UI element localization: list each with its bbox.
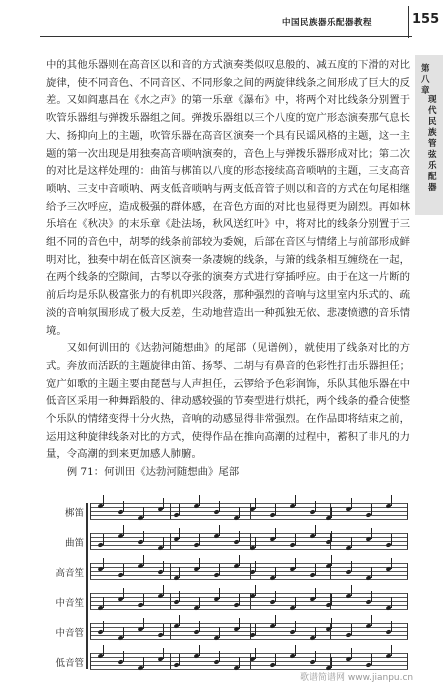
note-stem (163, 561, 164, 572)
staff (90, 533, 408, 551)
note-stem (275, 528, 276, 539)
note-stem (239, 507, 240, 518)
note-stem (315, 627, 316, 638)
staff-line (90, 575, 408, 576)
note-stem (351, 537, 352, 548)
note-stem (199, 621, 200, 632)
note-stem (331, 531, 332, 542)
note-stem (219, 525, 220, 536)
header-rule (40, 36, 412, 37)
note-stem (295, 597, 296, 608)
note-stem (255, 624, 256, 635)
note-stem (123, 627, 124, 638)
note-stem (123, 651, 124, 662)
note-stem (103, 534, 104, 545)
note-stem (103, 645, 104, 656)
note-stem (275, 504, 276, 515)
bar-line (170, 563, 171, 579)
note-stem (163, 648, 164, 659)
note-stem (199, 645, 200, 656)
instrument-label: 梆笛 (64, 508, 84, 519)
bar-line (170, 593, 171, 609)
system-brace (86, 503, 88, 669)
staff (90, 503, 408, 521)
header-divider (408, 6, 409, 38)
note-stem (315, 651, 316, 662)
bar-line (407, 533, 408, 549)
note-stem (295, 645, 296, 656)
note-stem (331, 657, 332, 668)
note-stem (199, 597, 200, 608)
note-stem (295, 534, 296, 545)
bar-line (90, 503, 91, 519)
chapter-label: 第八章 (421, 64, 430, 96)
note-stem (331, 594, 332, 605)
note-stem (295, 495, 296, 506)
staff (90, 593, 408, 611)
note-stem (179, 654, 180, 665)
note-stem (295, 558, 296, 569)
note-stem (143, 618, 144, 629)
staff-line (90, 511, 408, 512)
bar-line (90, 533, 91, 549)
bar-line (170, 653, 171, 669)
note-stem (143, 657, 144, 668)
note-stem (163, 537, 164, 548)
staff-line (90, 515, 408, 516)
note-stem (351, 498, 352, 509)
bar-line (407, 563, 408, 579)
staff-line (90, 579, 408, 580)
staff-line (90, 503, 408, 504)
note-stem (255, 648, 256, 659)
staff-line (90, 623, 408, 624)
note-stem (103, 621, 104, 632)
staff-line (90, 593, 408, 594)
note-stem (331, 555, 332, 566)
note-stem (239, 594, 240, 605)
note-stem (199, 495, 200, 506)
note-stem (199, 558, 200, 569)
staff-line (90, 545, 408, 546)
staff (90, 653, 408, 671)
paragraph-1: 中的其他乐器则在高音区以和音的方式演奏类似叹息般的、减五度的下滑的对比旋律，使不同音色、不同音区、不同形象之间的两旋律线条之间形成了巨大的反差。又如阎惠昌在《水之声》的第一乐章《瀑布》中，将两个对比线条分别置于吹管乐器组与弹拨乐器组之间。弹拨乐器组以三个八度的宽广形态演奏那气息长大、扬抑向上的主题，吹管乐器在高音区演奏一个具有民谣风格的主题，这一主题的第一次出现是用独奏高音唢呐演奏的，音色上与弹拨乐器形成对比；第二次的对比是这样处理的：曲笛与梆笛以八度的形态接续高音唢呐的主题，三支高音唢呐、三支中音唢呐、两支低音唢呐与两支低音管子则以和音的方式在句尾相继给予三次呼应，造成极强的群体感，在音色方面的对比也显得更为剧烈。再如林乐培在《秋决》的末乐章《赴法场，秋风送红叶》中，将对比的线条分别置于三组不同的音色中，胡琴的线条前部较为委婉，后部在音区与情绪上与前部形成鲜明对比，独奏中胡在低音区演奏一条凄婉的线条，与箫的线条相互缠绕在一起，在两个线条的空隙间，古琴以夺张的演奏方式进行穿插呼应。由于在这一片断的前后均是乐队极富张力的有机即兴段落，那种强烈的音响与这里室内乐式的、疏淡的音响氛围形成了极大反差，生动地营造出一种孤独无依、悲凄愤懑的音乐情境。 (46, 59, 410, 337)
note-stem (163, 585, 164, 596)
note-stem (391, 621, 392, 632)
note-stem (351, 561, 352, 572)
staff-line (90, 549, 408, 550)
page-number: 155 (412, 12, 440, 27)
staff-line (90, 639, 408, 640)
note-stem (331, 507, 332, 518)
note-stem (331, 618, 332, 629)
note-stem (219, 651, 220, 662)
note-stem (219, 588, 220, 599)
note-stem (255, 561, 256, 572)
note-stem (103, 558, 104, 569)
watermark: 歌谱简谱网 www.jianpu.cn (300, 673, 414, 683)
example-caption: 例 71：何训田《达勃河随想曲》尾部 (66, 466, 240, 479)
note-stem (351, 624, 352, 635)
note-stem (219, 501, 220, 512)
staff-line (90, 597, 408, 598)
note-stem (123, 525, 124, 536)
staff-line (90, 533, 408, 534)
note-stem (255, 498, 256, 509)
bar-line (407, 503, 408, 519)
note-stem (275, 654, 276, 665)
note-stem (219, 627, 220, 638)
instrument-label: 高音笙 (55, 568, 84, 579)
music-score (46, 495, 410, 680)
note-stem (391, 645, 392, 656)
note-stem (371, 615, 372, 626)
note-stem (143, 555, 144, 566)
note-stem (315, 588, 316, 599)
note-stem (295, 621, 296, 632)
staff (90, 563, 408, 581)
note-stem (123, 501, 124, 512)
bar-line (90, 653, 91, 669)
staff-line (90, 661, 408, 662)
note-stem (143, 507, 144, 518)
note-stem (275, 567, 276, 578)
note-stem (315, 501, 316, 512)
note-stem (391, 597, 392, 608)
note-stem (351, 648, 352, 659)
bar-line (90, 593, 91, 609)
note-stem (199, 534, 200, 545)
note-stem (163, 624, 164, 635)
staff-line (90, 601, 408, 602)
note-stem (239, 555, 240, 566)
note-stem (275, 591, 276, 602)
note-stem (219, 564, 220, 575)
note-stem (255, 585, 256, 596)
note-stem (351, 585, 352, 596)
note-stem (123, 588, 124, 599)
bar-line (90, 623, 91, 639)
note-stem (103, 597, 104, 608)
bar-line (170, 503, 171, 519)
note-stem (391, 495, 392, 506)
instrument-label: 中音管 (55, 628, 84, 639)
note-stem (179, 615, 180, 626)
bar-line (407, 593, 408, 609)
instrument-label: 中音笙 (55, 598, 84, 609)
bar-line (407, 653, 408, 669)
note-stem (371, 504, 372, 515)
note-stem (391, 534, 392, 545)
bar-line (170, 623, 171, 639)
staff-line (90, 653, 408, 654)
chapter-title: 现代民族管弦乐配器 (428, 95, 437, 193)
note-stem (371, 591, 372, 602)
staff-line (90, 563, 408, 564)
bar-line (407, 623, 408, 639)
note-stem (371, 654, 372, 665)
note-stem (239, 657, 240, 668)
staff-line (90, 609, 408, 610)
note-stem (391, 558, 392, 569)
note-stem (143, 531, 144, 542)
note-stem (143, 594, 144, 605)
bar-line (90, 563, 91, 579)
staff-line (90, 537, 408, 538)
staff (90, 623, 408, 641)
note-stem (371, 528, 372, 539)
staff-line (90, 631, 408, 632)
note-stem (239, 618, 240, 629)
book-title: 中国民族器乐配器教程 (282, 18, 373, 28)
page-header (0, 0, 444, 42)
bar-line (170, 533, 171, 549)
note-stem (179, 504, 180, 515)
note-stem (123, 564, 124, 575)
body-text (46, 57, 410, 482)
staff-line (90, 665, 408, 666)
note-stem (275, 615, 276, 626)
note-stem (315, 525, 316, 536)
note-stem (163, 498, 164, 509)
note-stem (255, 537, 256, 548)
note-stem (179, 528, 180, 539)
instrument-label: 曲笛 (64, 538, 84, 549)
note-stem (179, 591, 180, 602)
note-stem (239, 531, 240, 542)
note-stem (179, 567, 180, 578)
paragraph-2: 又如何训田的《达勃河随想曲》的尾部（见谱例），就使用了线条对比的方式。奔放而活跃的主题旋律由笛、扬琴、二胡与有鼻音的色彩性打击乐器担任；宽广如歌的主题主要由琵琶与人声担任，云锣给予色彩润饰，乐队其他乐器在中低音区采用一种舞蹈般的、律动感较强的节奏型进行烘托，两个线条的叠合使整个乐队的情绪变得十分火热，音响的动感显得非常强烈。在作品即将结束之前，运用这种旋律线条对比的方式，使得作品在推向高潮的过程中，蓄积了非凡的力量，令高潮的到来更加感人肺腑。 (46, 342, 410, 461)
note-stem (103, 495, 104, 506)
note-stem (315, 564, 316, 575)
note-stem (371, 567, 372, 578)
instrument-label: 低音管 (55, 658, 84, 669)
